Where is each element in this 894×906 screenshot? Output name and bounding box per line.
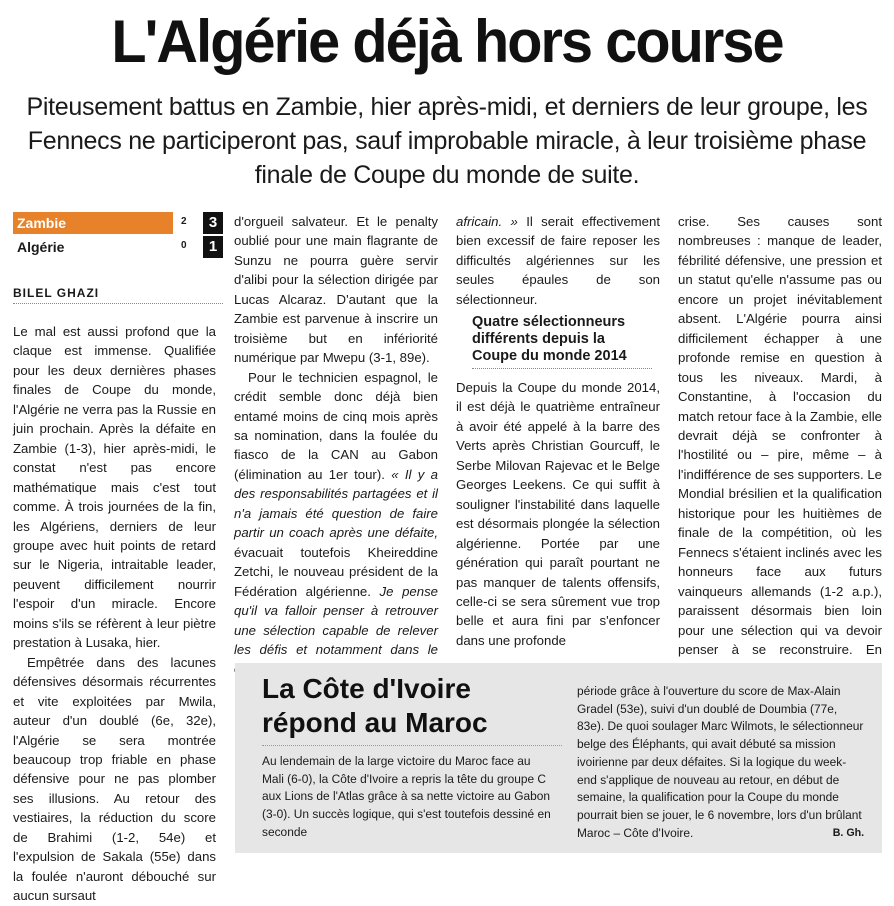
article-headline: L'Algérie déjà hors course — [111, 8, 783, 75]
sidebar-divider — [262, 745, 562, 746]
away-full-time-score: 1 — [203, 236, 223, 258]
col3-quote-end: africain. » — [456, 214, 518, 229]
sidebar-paragraph-2: période grâce à l'ouverture du score de Max-Alain Gradel (53e), suivi d'un doublé de Doumbia (77e, 83e). De quoi soulager Marc Wilmots, le sélectionneur belge des Éléphants, qui avait débuté sa mission ivoirienne par deux défaites. Si la logique du week-end s'applique de nouveau au retour, en début de semaine, la qualification pour la Coupe du monde pourrait bien se jouer, le 6 novembre, lors d'un brûlant Maroc – Côte d'Ivoire. — [577, 684, 864, 840]
col4-text: crise. Ses causes sont nombreuses : manque de leader, fébrilité défensive, une pression et un statut qu'elle n'assume pas ou encore un projet inévitablement absent. L'Algérie pourra ainsi difficilement échapper à une profonde remise en question à tous les niveaux. Mardi, à Constantine, à l'occasion du match retour face à la Zambie, elle devrait déjà se confronter à l'hostilité ou – pire, même – à l'indifférence de ses supporters. Le Mondial brésilien et la qualification historique pour les huitièmes de finale de la compétition, où les Fennecs s'étaient inclinés avec les honneurs face aux futurs vainqueurs allemands (1-2 a.p.), paraissent désormais bien loin pour une sélection qui va devoir penser à se reconstruire. En — [678, 214, 882, 657]
col3-paragraph-2: Depuis la Coupe du monde 2014, il est déjà le quatrième entraîneur à avoir été appelé à la barre des Verts après Christian Gourcuff, le Serbe Milovan Rajevac et le Belge Georges Leekens. Ce qui suffit à souligner l'instabilité dans laquelle est désormais plongée la sélection algérienne. Portée par une génération qui paraît pourtant ne pas manquer de talents offensifs, celle-ci se sera sûrement vue trop belle et aura fini par s'enfoncer dans une profonde — [456, 380, 660, 648]
score-row-away — [13, 236, 218, 258]
home-full-time-score: 3 — [203, 212, 223, 234]
byline-divider — [13, 303, 223, 305]
sidebar-column-2 — [577, 683, 864, 842]
col2-quote-2: Je pense qu'il va falloir penser à retrouver une sélection capable de relever les défis et notamment dans le — [234, 583, 438, 657]
article-column-3 — [456, 212, 660, 309]
sidebar-paragraph-1: Au lendemain de la large victoire du Maroc face au Mali (6-0), la Côte d'Ivoire a repris la tête du groupe C aux Lions de l'Atlas grâce à sa nette victoire au Gabon (3-0). Un succès logique, qui s'est toutefois dessiné en seconde — [262, 754, 551, 839]
article-column-2 — [234, 212, 438, 679]
section-subheading: Quatre sélectionneurs différents depuis la Coupe du monde 2014 — [472, 314, 627, 364]
subheading-divider — [472, 368, 652, 369]
byline: BILEL GHAZI — [13, 286, 100, 300]
sidebar-box-title — [262, 672, 488, 740]
sidebar-signature: B. Gh. — [832, 826, 865, 839]
article-column-4 — [678, 212, 882, 679]
col2-text-a: Pour le technicien espagnol, le crédit semble donc déjà bien entamé moins de cinq mois après sa nomination, dans la foulée du fiasco de la CAN au Gabon (élimination au 1er tour). — [234, 369, 438, 482]
home-half-time-score: 2 — [181, 216, 187, 227]
col2-paragraph-1: d'orgueil salvateur. Et le penalty oublié pour une main flagrante de Sunzu ne pourra guère servir d'alibi pour la sélection dirigée par Lucas Alcaraz. D'autant que la Zambie est parvenue à inscrire un troisième but en infériorité numérique par Mwepu (3-1, 89e). — [234, 214, 438, 366]
article-column-3-continued — [456, 378, 660, 650]
col3-text: Il serait effectivement bien excessif de faire reposer les difficultés algériennes sur les seules épaules de son sélectionneur. — [456, 214, 660, 307]
col2-paragraph-2 — [234, 368, 438, 679]
sidebar-title-line-2: répond au Maroc — [262, 707, 488, 738]
away-team: Algérie — [17, 239, 65, 255]
score-row-home — [13, 212, 218, 234]
col2-quote-1: « Il y a des responsabilités partagées et il n'a jamais été question de faire partir un coach après une défaite, — [234, 466, 438, 541]
col1-paragraph-2: Empêtrée dans des lacunes défensives désormais récurrentes et vite exploitées par Mwila, auteur d'un doublé (6e, 32e), l'Algérie se sera montrée beaucoup trop friable en phase défensive pour ne pas plomber ses illusions. Au retour des vestiaires, la réduction du score de Brahimi (1-2, 54e) et l'expulsion de Sakala (55e) dans la foulée n'auront débouché sur aucun sursaut — [13, 654, 216, 904]
col1-paragraph-1: Le mal est aussi profond que la claque est immense. Qualifiée pour les deux dernières phases finales de Coupe du monde, l'Algérie ne verra pas la Russie en juin prochain. Après la défaite en Zambie (1-3), hier après-midi, le constat n'est pas encore mathématique mais c'est tout comme. À trois journées de la fin, les Algériens, derniers de leur groupe avec huit points de retard sur le Nigeria, intraitable leader, peuvent difficilement nourrir l'espoir d'un miracle. Encore moins s'ils se réfèrent à leur piètre prestation à Lusaka, hier. — [13, 324, 216, 651]
col3-paragraph-1 — [456, 212, 660, 309]
col4-paragraph-1 — [678, 212, 882, 679]
article-deck: Piteusement battus en Zambie, hier après-midi, et derniers de leur groupe, les Fennecs ne participeront pas, sauf improbable miracle, à leur troisième phase finale de Coupe du monde de suite. — [26, 93, 868, 189]
sidebar-title-line-1: La Côte d'Ivoire — [262, 673, 471, 704]
article-column-1 — [13, 322, 216, 906]
home-team: Zambie — [13, 212, 173, 234]
away-half-time-score: 0 — [181, 240, 187, 251]
col2-text-b: évacuait toutefois Kheireddine Zetchi, le nouveau président de la Fédération algérienne. — [234, 544, 438, 599]
